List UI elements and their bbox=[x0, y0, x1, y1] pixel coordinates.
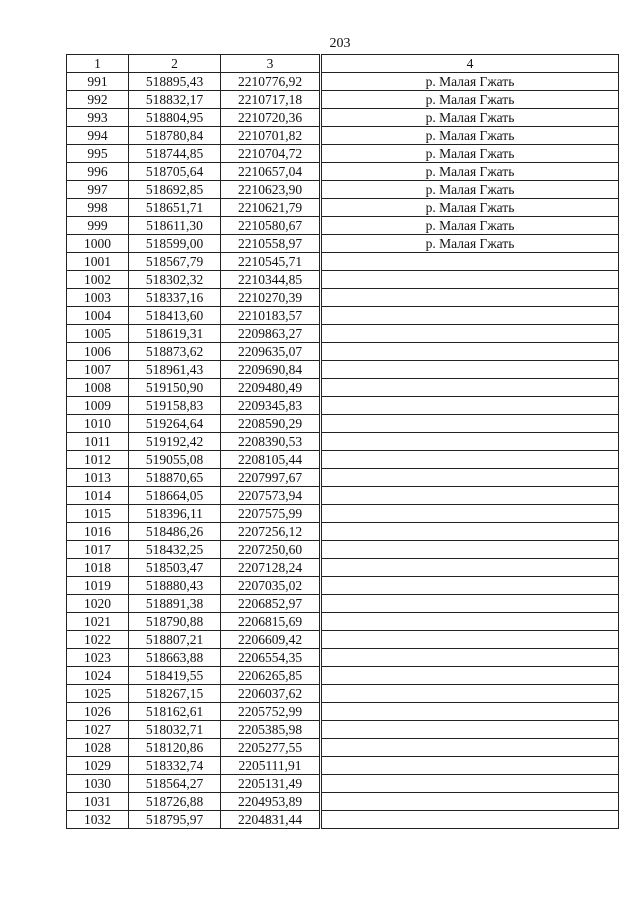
x-coordinate-cell: 518664,05 bbox=[129, 487, 221, 505]
point-number-cell: 1019 bbox=[67, 577, 129, 595]
description-cell bbox=[321, 721, 619, 739]
table-row bbox=[67, 649, 619, 667]
y-coordinate-cell: 2205752,99 bbox=[221, 703, 321, 721]
y-coordinate-cell: 2207575,99 bbox=[221, 505, 321, 523]
point-number-cell: 1007 bbox=[67, 361, 129, 379]
description-cell bbox=[321, 451, 619, 469]
point-number-cell: 992 bbox=[67, 91, 129, 109]
x-coordinate-cell: 518567,79 bbox=[129, 253, 221, 271]
y-coordinate-cell: 2205385,98 bbox=[221, 721, 321, 739]
x-coordinate-cell: 518870,65 bbox=[129, 469, 221, 487]
table-row bbox=[67, 541, 619, 559]
table-row bbox=[67, 559, 619, 577]
x-coordinate-cell: 518337,16 bbox=[129, 289, 221, 307]
y-coordinate-cell: 2204831,44 bbox=[221, 811, 321, 829]
description-cell: р. Малая Гжать bbox=[321, 127, 619, 145]
point-number-cell: 991 bbox=[67, 73, 129, 91]
description-cell: р. Малая Гжать bbox=[321, 163, 619, 181]
page-number: 203 bbox=[329, 36, 351, 51]
point-number-cell: 993 bbox=[67, 109, 129, 127]
table-row bbox=[67, 811, 619, 829]
description-cell bbox=[321, 811, 619, 829]
point-number-cell: 1008 bbox=[67, 379, 129, 397]
point-number-cell: 1005 bbox=[67, 325, 129, 343]
y-coordinate-cell: 2210776,92 bbox=[221, 73, 321, 91]
y-coordinate-cell: 2210545,71 bbox=[221, 253, 321, 271]
y-coordinate-cell: 2206852,97 bbox=[221, 595, 321, 613]
table-row bbox=[67, 73, 619, 91]
table-row bbox=[67, 379, 619, 397]
y-coordinate-cell: 2207256,12 bbox=[221, 523, 321, 541]
x-coordinate-cell: 519192,42 bbox=[129, 433, 221, 451]
point-number-cell: 1004 bbox=[67, 307, 129, 325]
description-cell: р. Малая Гжать bbox=[321, 109, 619, 127]
description-cell bbox=[321, 667, 619, 685]
y-coordinate-cell: 2207128,24 bbox=[221, 559, 321, 577]
point-number-cell: 1014 bbox=[67, 487, 129, 505]
point-number-cell: 1028 bbox=[67, 739, 129, 757]
header-col-3: 3 bbox=[221, 55, 321, 73]
y-coordinate-cell: 2207573,94 bbox=[221, 487, 321, 505]
x-coordinate-cell: 518564,27 bbox=[129, 775, 221, 793]
x-coordinate-cell: 518780,84 bbox=[129, 127, 221, 145]
y-coordinate-cell: 2210183,57 bbox=[221, 307, 321, 325]
point-number-cell: 1025 bbox=[67, 685, 129, 703]
table-row bbox=[67, 343, 619, 361]
x-coordinate-cell: 518267,15 bbox=[129, 685, 221, 703]
table-row bbox=[67, 127, 619, 145]
point-number-cell: 1002 bbox=[67, 271, 129, 289]
y-coordinate-cell: 2208105,44 bbox=[221, 451, 321, 469]
y-coordinate-cell: 2210344,85 bbox=[221, 271, 321, 289]
table-row bbox=[67, 91, 619, 109]
x-coordinate-cell: 518599,00 bbox=[129, 235, 221, 253]
table-header bbox=[67, 55, 619, 73]
y-coordinate-cell: 2210701,82 bbox=[221, 127, 321, 145]
description-cell bbox=[321, 685, 619, 703]
table-row bbox=[67, 757, 619, 775]
table-row bbox=[67, 397, 619, 415]
point-number-cell: 999 bbox=[67, 217, 129, 235]
point-number-cell: 1018 bbox=[67, 559, 129, 577]
point-number-cell: 1001 bbox=[67, 253, 129, 271]
x-coordinate-cell: 518804,95 bbox=[129, 109, 221, 127]
description-cell: р. Малая Гжать bbox=[321, 73, 619, 91]
description-cell bbox=[321, 397, 619, 415]
y-coordinate-cell: 2207997,67 bbox=[221, 469, 321, 487]
y-coordinate-cell: 2210580,67 bbox=[221, 217, 321, 235]
y-coordinate-cell: 2206265,85 bbox=[221, 667, 321, 685]
point-number-cell: 1030 bbox=[67, 775, 129, 793]
table-row bbox=[67, 145, 619, 163]
table-row bbox=[67, 289, 619, 307]
point-number-cell: 1011 bbox=[67, 433, 129, 451]
x-coordinate-cell: 518302,32 bbox=[129, 271, 221, 289]
y-coordinate-cell: 2204953,89 bbox=[221, 793, 321, 811]
table-row bbox=[67, 235, 619, 253]
x-coordinate-cell: 518162,61 bbox=[129, 703, 221, 721]
description-cell bbox=[321, 631, 619, 649]
description-cell: р. Малая Гжать bbox=[321, 199, 619, 217]
header-col-4: 4 bbox=[321, 55, 619, 73]
table-row bbox=[67, 685, 619, 703]
description-cell: р. Малая Гжать bbox=[321, 217, 619, 235]
y-coordinate-cell: 2210270,39 bbox=[221, 289, 321, 307]
x-coordinate-cell: 518705,64 bbox=[129, 163, 221, 181]
description-cell: р. Малая Гжать bbox=[321, 181, 619, 199]
table-row bbox=[67, 217, 619, 235]
table-row bbox=[67, 793, 619, 811]
table-row bbox=[67, 325, 619, 343]
table-row bbox=[67, 577, 619, 595]
point-number-cell: 1031 bbox=[67, 793, 129, 811]
table-row bbox=[67, 433, 619, 451]
x-coordinate-cell: 518726,88 bbox=[129, 793, 221, 811]
point-number-cell: 1024 bbox=[67, 667, 129, 685]
y-coordinate-cell: 2210720,36 bbox=[221, 109, 321, 127]
point-number-cell: 1010 bbox=[67, 415, 129, 433]
point-number-cell: 1013 bbox=[67, 469, 129, 487]
point-number-cell: 1021 bbox=[67, 613, 129, 631]
y-coordinate-cell: 2210621,79 bbox=[221, 199, 321, 217]
x-coordinate-cell: 518663,88 bbox=[129, 649, 221, 667]
description-cell bbox=[321, 307, 619, 325]
x-coordinate-cell: 519055,08 bbox=[129, 451, 221, 469]
table-row bbox=[67, 703, 619, 721]
table-row bbox=[67, 739, 619, 757]
description-cell bbox=[321, 361, 619, 379]
header-row bbox=[67, 55, 619, 73]
y-coordinate-cell: 2209690,84 bbox=[221, 361, 321, 379]
x-coordinate-cell: 518880,43 bbox=[129, 577, 221, 595]
point-number-cell: 1026 bbox=[67, 703, 129, 721]
table-row bbox=[67, 595, 619, 613]
description-cell bbox=[321, 289, 619, 307]
point-number-cell: 1006 bbox=[67, 343, 129, 361]
point-number-cell: 1012 bbox=[67, 451, 129, 469]
table-row bbox=[67, 109, 619, 127]
y-coordinate-cell: 2210558,97 bbox=[221, 235, 321, 253]
description-cell bbox=[321, 343, 619, 361]
point-number-cell: 996 bbox=[67, 163, 129, 181]
description-cell bbox=[321, 505, 619, 523]
description-cell bbox=[321, 793, 619, 811]
x-coordinate-cell: 518619,31 bbox=[129, 325, 221, 343]
x-coordinate-cell: 518790,88 bbox=[129, 613, 221, 631]
description-cell bbox=[321, 757, 619, 775]
x-coordinate-cell: 518413,60 bbox=[129, 307, 221, 325]
x-coordinate-cell: 518486,26 bbox=[129, 523, 221, 541]
point-number-cell: 1029 bbox=[67, 757, 129, 775]
table-row bbox=[67, 613, 619, 631]
x-coordinate-cell: 518807,21 bbox=[129, 631, 221, 649]
coordinates-table bbox=[66, 54, 619, 829]
x-coordinate-cell: 518651,71 bbox=[129, 199, 221, 217]
y-coordinate-cell: 2207250,60 bbox=[221, 541, 321, 559]
table-row bbox=[67, 361, 619, 379]
x-coordinate-cell: 518332,74 bbox=[129, 757, 221, 775]
table-row bbox=[67, 775, 619, 793]
y-coordinate-cell: 2206609,42 bbox=[221, 631, 321, 649]
table-row bbox=[67, 487, 619, 505]
y-coordinate-cell: 2207035,02 bbox=[221, 577, 321, 595]
x-coordinate-cell: 519158,83 bbox=[129, 397, 221, 415]
table-row bbox=[67, 163, 619, 181]
table-row bbox=[67, 451, 619, 469]
description-cell: р. Малая Гжать bbox=[321, 145, 619, 163]
x-coordinate-cell: 518692,85 bbox=[129, 181, 221, 199]
y-coordinate-cell: 2205111,91 bbox=[221, 757, 321, 775]
point-number-cell: 997 bbox=[67, 181, 129, 199]
point-number-cell: 1003 bbox=[67, 289, 129, 307]
description-cell bbox=[321, 487, 619, 505]
point-number-cell: 1020 bbox=[67, 595, 129, 613]
table-row bbox=[67, 505, 619, 523]
description-cell: р. Малая Гжать bbox=[321, 91, 619, 109]
x-coordinate-cell: 518611,30 bbox=[129, 217, 221, 235]
description-cell bbox=[321, 559, 619, 577]
y-coordinate-cell: 2205277,55 bbox=[221, 739, 321, 757]
y-coordinate-cell: 2209345,83 bbox=[221, 397, 321, 415]
x-coordinate-cell: 518503,47 bbox=[129, 559, 221, 577]
description-cell bbox=[321, 271, 619, 289]
description-cell bbox=[321, 469, 619, 487]
description-cell: р. Малая Гжать bbox=[321, 235, 619, 253]
point-number-cell: 1017 bbox=[67, 541, 129, 559]
point-number-cell: 1009 bbox=[67, 397, 129, 415]
y-coordinate-cell: 2210657,04 bbox=[221, 163, 321, 181]
description-cell bbox=[321, 379, 619, 397]
y-coordinate-cell: 2208390,53 bbox=[221, 433, 321, 451]
point-number-cell: 1027 bbox=[67, 721, 129, 739]
point-number-cell: 1015 bbox=[67, 505, 129, 523]
description-cell bbox=[321, 775, 619, 793]
description-cell bbox=[321, 415, 619, 433]
y-coordinate-cell: 2206037,62 bbox=[221, 685, 321, 703]
y-coordinate-cell: 2209480,49 bbox=[221, 379, 321, 397]
x-coordinate-cell: 518396,11 bbox=[129, 505, 221, 523]
table-row bbox=[67, 271, 619, 289]
x-coordinate-cell: 518432,25 bbox=[129, 541, 221, 559]
x-coordinate-cell: 518873,62 bbox=[129, 343, 221, 361]
table-row bbox=[67, 253, 619, 271]
y-coordinate-cell: 2209863,27 bbox=[221, 325, 321, 343]
x-coordinate-cell: 518832,17 bbox=[129, 91, 221, 109]
x-coordinate-cell: 518419,55 bbox=[129, 667, 221, 685]
description-cell bbox=[321, 523, 619, 541]
description-cell bbox=[321, 253, 619, 271]
point-number-cell: 1022 bbox=[67, 631, 129, 649]
description-cell bbox=[321, 703, 619, 721]
description-cell bbox=[321, 739, 619, 757]
x-coordinate-cell: 518120,86 bbox=[129, 739, 221, 757]
y-coordinate-cell: 2210717,18 bbox=[221, 91, 321, 109]
table-row bbox=[67, 721, 619, 739]
x-coordinate-cell: 519264,64 bbox=[129, 415, 221, 433]
table-row bbox=[67, 631, 619, 649]
y-coordinate-cell: 2206815,69 bbox=[221, 613, 321, 631]
table-row bbox=[67, 415, 619, 433]
y-coordinate-cell: 2210623,90 bbox=[221, 181, 321, 199]
table-row bbox=[67, 523, 619, 541]
table-row bbox=[67, 199, 619, 217]
point-number-cell: 1032 bbox=[67, 811, 129, 829]
description-cell bbox=[321, 325, 619, 343]
y-coordinate-cell: 2205131,49 bbox=[221, 775, 321, 793]
point-number-cell: 1023 bbox=[67, 649, 129, 667]
y-coordinate-cell: 2208590,29 bbox=[221, 415, 321, 433]
x-coordinate-cell: 518961,43 bbox=[129, 361, 221, 379]
table-row bbox=[67, 307, 619, 325]
point-number-cell: 995 bbox=[67, 145, 129, 163]
x-coordinate-cell: 518744,85 bbox=[129, 145, 221, 163]
table-row bbox=[67, 181, 619, 199]
point-number-cell: 994 bbox=[67, 127, 129, 145]
point-number-cell: 1016 bbox=[67, 523, 129, 541]
description-cell bbox=[321, 541, 619, 559]
table-body bbox=[67, 73, 619, 829]
point-number-cell: 998 bbox=[67, 199, 129, 217]
point-number-cell: 1000 bbox=[67, 235, 129, 253]
header-col-2: 2 bbox=[129, 55, 221, 73]
x-coordinate-cell: 518032,71 bbox=[129, 721, 221, 739]
x-coordinate-cell: 518891,38 bbox=[129, 595, 221, 613]
x-coordinate-cell: 518895,43 bbox=[129, 73, 221, 91]
x-coordinate-cell: 518795,97 bbox=[129, 811, 221, 829]
table-row bbox=[67, 469, 619, 487]
description-cell bbox=[321, 433, 619, 451]
description-cell bbox=[321, 613, 619, 631]
description-cell bbox=[321, 595, 619, 613]
y-coordinate-cell: 2209635,07 bbox=[221, 343, 321, 361]
y-coordinate-cell: 2206554,35 bbox=[221, 649, 321, 667]
table-row bbox=[67, 667, 619, 685]
x-coordinate-cell: 519150,90 bbox=[129, 379, 221, 397]
y-coordinate-cell: 2210704,72 bbox=[221, 145, 321, 163]
description-cell bbox=[321, 577, 619, 595]
header-col-1: 1 bbox=[67, 55, 129, 73]
description-cell bbox=[321, 649, 619, 667]
